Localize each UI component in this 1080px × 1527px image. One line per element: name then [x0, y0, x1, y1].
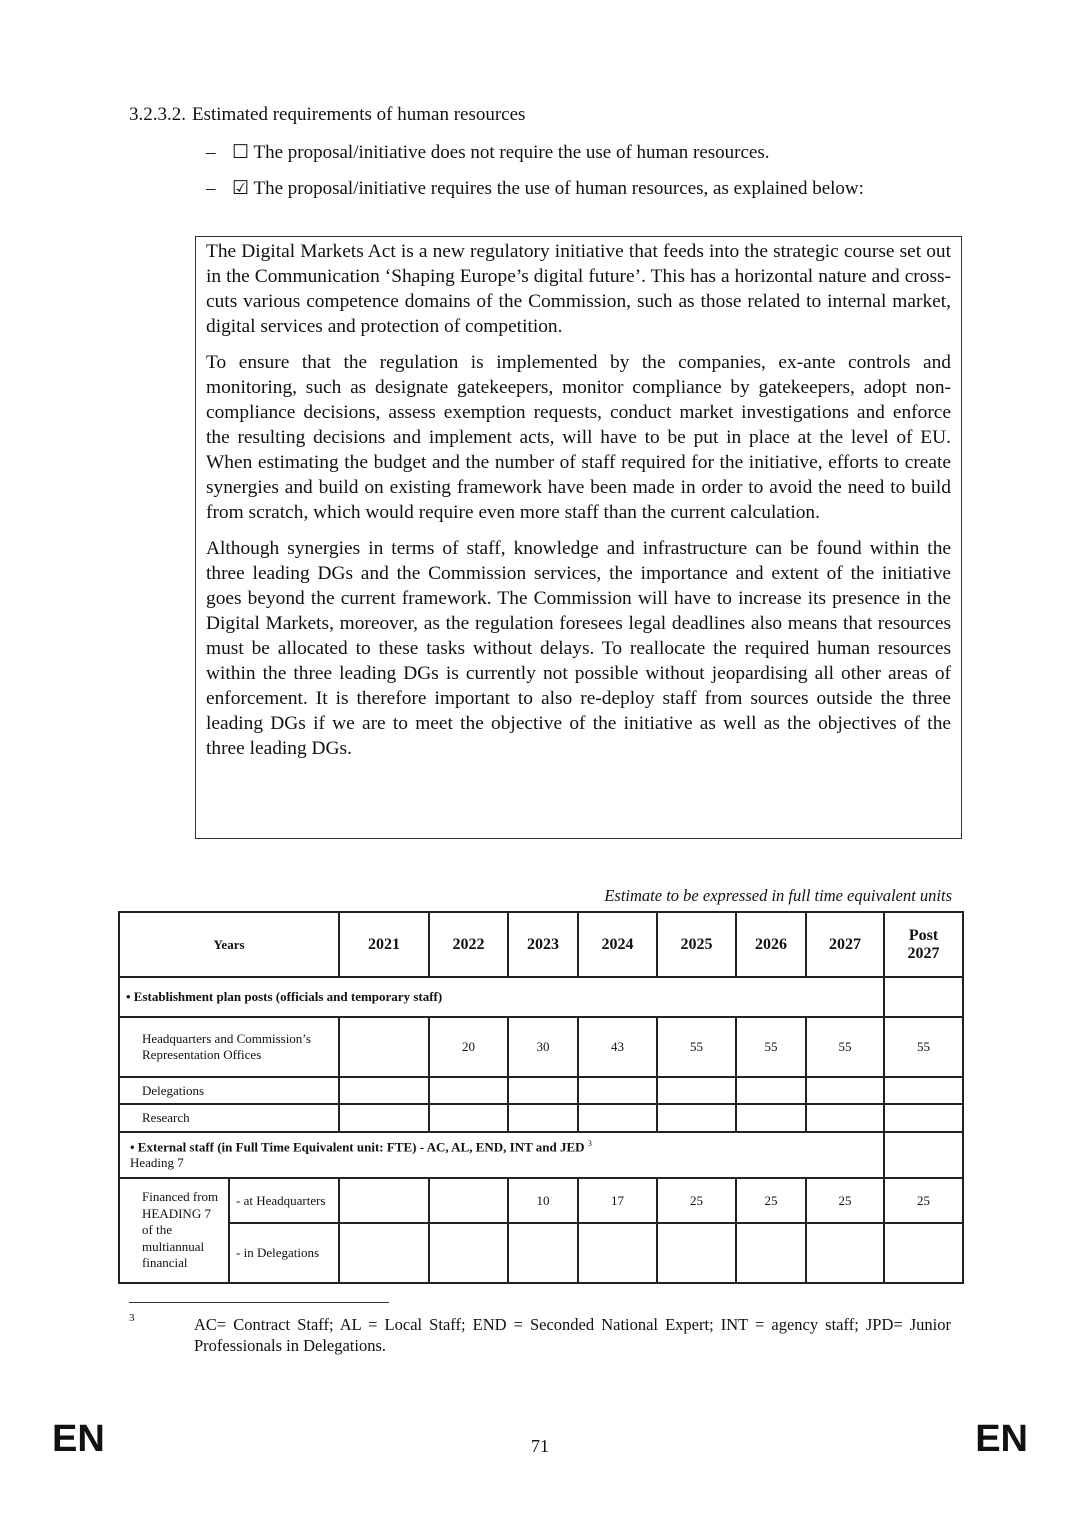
- row-label: Headquarters and Commission’s Representation Offices: [119, 1017, 339, 1077]
- language-label-right: EN: [975, 1418, 1028, 1460]
- paragraph: The Digital Markets Act is a new regulatory initiative that feeds into the strategic course set out in the Communication ‘Shaping Europe’s digital future’. This has a horizontal nature and cross-cuts various competence domains of the Commission, such as those related to internal market, digital services and protection of competition.: [206, 241, 951, 337]
- cell: 55: [736, 1017, 806, 1077]
- option-text: The proposal/initiative does not require the use of human resources.: [253, 142, 770, 163]
- row-label: - in Delegations: [229, 1223, 339, 1283]
- unchecked-box-icon: ☐: [232, 142, 250, 163]
- dash: –: [206, 142, 216, 163]
- year-header: 2027: [806, 912, 884, 977]
- table-row: [119, 1077, 963, 1104]
- section-title: Estimated requirements of human resources: [192, 104, 526, 125]
- footnote-number: 3: [129, 1312, 135, 1324]
- cell: 55: [884, 1017, 963, 1077]
- year-header: 2023: [508, 912, 578, 977]
- section-heading: [129, 104, 525, 126]
- cell: [884, 977, 963, 1017]
- year-header: 2026: [736, 912, 806, 977]
- footnote-divider: [129, 1302, 389, 1303]
- cell: 20: [429, 1017, 508, 1077]
- cell: 43: [578, 1017, 657, 1077]
- estimate-note: Estimate to be expressed in full time equivalent units: [604, 886, 952, 905]
- section-subtitle: Heading 7: [130, 1155, 184, 1171]
- financed-label: Financed from HEADING 7 of the multiannual financial: [119, 1178, 229, 1283]
- cell: 25: [806, 1178, 884, 1223]
- table-row: [119, 1223, 963, 1283]
- cell: 55: [806, 1017, 884, 1077]
- row-label: Delegations: [119, 1077, 339, 1104]
- explanation-box: [195, 236, 962, 839]
- footnote-ref: 3: [587, 1138, 592, 1148]
- cell: [339, 1178, 429, 1223]
- section-title: • External staff (in Full Time Equivalent unit: FTE) - AC, AL, END, INT and JED: [130, 1139, 585, 1155]
- row-label: Research: [119, 1104, 339, 1132]
- cell: [339, 1017, 429, 1077]
- cell: 30: [508, 1017, 578, 1077]
- paragraph: Although synergies in terms of staff, knowledge and infrastructure can be found within the three leading DGs and the Commission services, the importance and extent of the initiative goes beyond the current framework. The Commission will have to increase its presence in the Digital Markets, moreover, as the regulation foresees legal deadlines also means that resources must be allocated to these tasks without delays. To reallocate the required human resources within the three leading DGs is currently not possible without jeopardising all other areas of enforcement. It is therefore important to also re-deploy staff from sources outside the three leading DGs if we are to meet the objective of the initiative as well as the objectives of the three leading DGs.: [206, 538, 951, 759]
- option-required: [206, 176, 952, 201]
- cell: 17: [578, 1178, 657, 1223]
- header-row: [119, 912, 963, 977]
- table-row: [119, 1017, 963, 1077]
- paragraph: To ensure that the regulation is implemented by the companies, ex-ante controls and monitoring, such as designate gatekeepers, monitor compliance by gatekeepers, adopt non-compliance decisions, assess exemption requests, conduct market investigations and enforce the resulting decisions and implement acts, will have to be put in place at the level of EU. When estimating the budget and the number of staff required for the initiative, efforts to create synergies and build on existing framework have been made in order to avoid the need to build from scratch, which would require even more staff than the current calculation.: [206, 352, 951, 523]
- option-not-required: [206, 140, 952, 165]
- section-row: • Establishment plan posts (officials and temporary staff): [119, 977, 884, 1017]
- year-header: Post 2027: [884, 912, 963, 977]
- section-number: 3.2.3.2.: [129, 104, 186, 125]
- cell: 55: [657, 1017, 736, 1077]
- cell: 25: [736, 1178, 806, 1223]
- table-row: [119, 1178, 963, 1223]
- year-header: 2025: [657, 912, 736, 977]
- table-row: [119, 1104, 963, 1132]
- section-row: [119, 1132, 884, 1178]
- staff-table: [118, 911, 964, 1284]
- row-label: - at Headquarters: [229, 1178, 339, 1223]
- year-header: 2021: [339, 912, 429, 977]
- checked-box-icon: ☑: [232, 178, 250, 199]
- dash: –: [206, 178, 216, 199]
- footnote-text: AC= Contract Staff; AL = Local Staff; END = Seconded National Expert; INT = agency staff; JPD= Junior Professionals in Delegations.: [194, 1315, 951, 1355]
- cell: 10: [508, 1178, 578, 1223]
- year-header: 2024: [578, 912, 657, 977]
- option-text: The proposal/initiative requires the use of human resources, as explained below:: [253, 178, 864, 199]
- cell: 25: [657, 1178, 736, 1223]
- year-header: 2022: [429, 912, 508, 977]
- language-label-left: EN: [52, 1418, 105, 1460]
- cell: [429, 1178, 508, 1223]
- years-header: Years: [119, 912, 339, 977]
- page-number: 71: [531, 1436, 549, 1456]
- cell: 25: [884, 1178, 963, 1223]
